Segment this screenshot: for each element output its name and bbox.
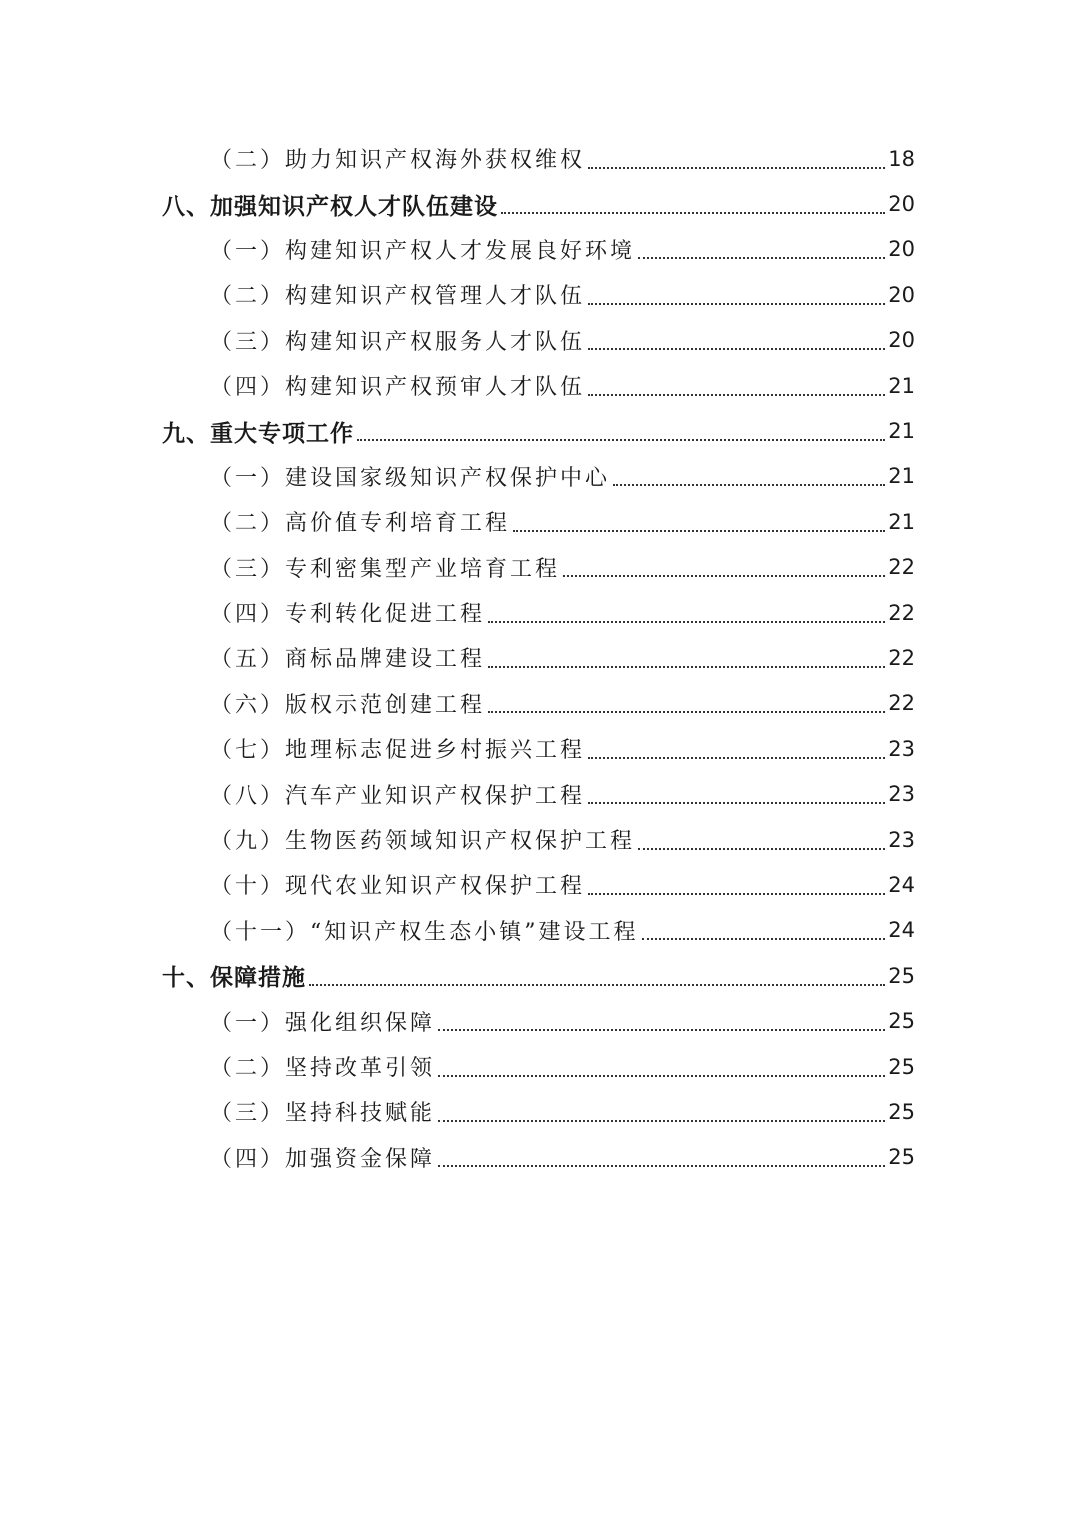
toc-entry-title: （二）构建知识产权管理人才队伍 bbox=[210, 284, 586, 310]
toc-entry-title: （二）助力知识产权海外获权维权 bbox=[210, 148, 586, 174]
toc-subsection-entry[interactable] bbox=[0, 862, 1080, 907]
toc-entry-title: （三）坚持科技赋能 bbox=[210, 1101, 436, 1127]
toc-dot-leader bbox=[588, 802, 885, 804]
toc-subsection-entry[interactable] bbox=[0, 545, 1080, 590]
toc-dot-leader bbox=[438, 1120, 885, 1122]
toc-entry-title: （四）加强资金保障 bbox=[210, 1146, 436, 1172]
toc-page-number: 18 bbox=[888, 146, 915, 171]
toc-entry-title: （四）构建知识产权预审人才队伍 bbox=[210, 375, 586, 401]
toc-entry-title: （一）建设国家级知识产权保护中心 bbox=[210, 465, 611, 491]
toc-dot-leader bbox=[488, 711, 885, 713]
toc-dot-leader bbox=[438, 1075, 885, 1077]
toc-dot-leader bbox=[438, 1029, 885, 1031]
toc-subsection-entry[interactable] bbox=[0, 998, 1080, 1043]
table-of-contents bbox=[0, 136, 1080, 1180]
toc-page-number: 21 bbox=[888, 419, 915, 444]
toc-entry-title: （一）构建知识产权人才发展良好环境 bbox=[210, 238, 636, 264]
toc-entry-title: （三）构建知识产权服务人才队伍 bbox=[210, 329, 586, 355]
toc-subsection-entry[interactable] bbox=[0, 136, 1080, 181]
toc-section-entry[interactable] bbox=[0, 181, 1080, 226]
toc-subsection-entry[interactable] bbox=[0, 726, 1080, 771]
toc-subsection-entry[interactable] bbox=[0, 1044, 1080, 1089]
toc-entry-title: （三）专利密集型产业培育工程 bbox=[210, 556, 561, 582]
toc-entry-title: 十、保障措施 bbox=[162, 965, 306, 992]
toc-dot-leader bbox=[642, 938, 886, 940]
toc-page-number: 21 bbox=[888, 509, 915, 534]
toc-dot-leader bbox=[588, 394, 885, 396]
toc-subsection-entry[interactable] bbox=[0, 908, 1080, 953]
toc-subsection-entry[interactable] bbox=[0, 454, 1080, 499]
toc-dot-leader bbox=[563, 575, 885, 577]
toc-dot-leader bbox=[309, 984, 885, 986]
toc-page-number: 22 bbox=[888, 555, 915, 580]
toc-entry-title: （七）地理标志促进乡村振兴工程 bbox=[210, 738, 586, 764]
toc-page-number: 23 bbox=[888, 827, 915, 852]
toc-subsection-entry[interactable] bbox=[0, 771, 1080, 816]
toc-dot-leader bbox=[438, 1165, 885, 1167]
toc-page-number: 24 bbox=[888, 918, 915, 943]
toc-dot-leader bbox=[638, 848, 885, 850]
toc-page-number: 23 bbox=[888, 782, 915, 807]
toc-subsection-entry[interactable] bbox=[0, 363, 1080, 408]
toc-dot-leader bbox=[513, 530, 885, 532]
toc-page-number: 22 bbox=[888, 691, 915, 716]
toc-subsection-entry[interactable] bbox=[0, 817, 1080, 862]
toc-page-number: 21 bbox=[888, 464, 915, 489]
toc-dot-leader bbox=[501, 212, 885, 214]
toc-entry-title: （一）强化组织保障 bbox=[210, 1010, 436, 1036]
toc-subsection-entry[interactable] bbox=[0, 681, 1080, 726]
toc-entry-title: （二）坚持改革引领 bbox=[210, 1056, 436, 1081]
toc-page-number: 22 bbox=[888, 645, 915, 670]
toc-dot-leader bbox=[357, 439, 885, 441]
toc-entry-title: （五）商标品牌建设工程 bbox=[210, 647, 486, 673]
toc-section-entry[interactable] bbox=[0, 408, 1080, 453]
toc-subsection-entry[interactable] bbox=[0, 499, 1080, 544]
toc-dot-leader bbox=[488, 666, 885, 668]
toc-dot-leader bbox=[588, 303, 885, 305]
toc-page-number: 20 bbox=[888, 192, 915, 217]
toc-dot-leader bbox=[588, 167, 885, 169]
toc-entry-title: （六）版权示范创建工程 bbox=[210, 692, 486, 718]
toc-dot-leader bbox=[588, 757, 885, 759]
toc-entry-title: （八）汽车产业知识产权保护工程 bbox=[210, 783, 586, 809]
toc-dot-leader bbox=[588, 348, 885, 350]
toc-page-number: 25 bbox=[888, 963, 915, 988]
toc-page-number: 25 bbox=[888, 1009, 915, 1034]
toc-subsection-entry[interactable] bbox=[0, 272, 1080, 317]
toc-entry-title: （四）专利转化促进工程 bbox=[210, 602, 486, 628]
toc-page-number: 25 bbox=[888, 1145, 915, 1170]
toc-page-number: 21 bbox=[888, 373, 915, 398]
toc-page-number: 20 bbox=[888, 237, 915, 262]
toc-subsection-entry[interactable] bbox=[0, 318, 1080, 363]
toc-subsection-entry[interactable] bbox=[0, 1089, 1080, 1134]
toc-entry-title: （二）高价值专利培育工程 bbox=[210, 511, 511, 537]
toc-page-number: 24 bbox=[888, 872, 915, 897]
toc-page-number: 20 bbox=[888, 282, 915, 307]
toc-subsection-entry[interactable] bbox=[0, 590, 1080, 635]
toc-subsection-entry[interactable] bbox=[0, 227, 1080, 272]
toc-entry-title: （十）现代农业知识产权保护工程 bbox=[210, 874, 586, 900]
toc-subsection-entry[interactable] bbox=[0, 635, 1080, 680]
toc-page-number: 25 bbox=[888, 1054, 915, 1079]
toc-dot-leader bbox=[488, 621, 885, 623]
toc-entry-title: 九、重大专项工作 bbox=[162, 420, 354, 447]
toc-page-number: 20 bbox=[888, 328, 915, 353]
toc-dot-leader bbox=[588, 893, 885, 895]
toc-page-number: 22 bbox=[888, 600, 915, 625]
toc-entry-title: （九）生物医药领域知识产权保护工程 bbox=[210, 829, 636, 855]
toc-dot-leader bbox=[613, 484, 885, 486]
toc-entry-title: 八、加强知识产权人才队伍建设 bbox=[162, 193, 498, 220]
toc-entry-title: （十一）“知识产权生态小镇”建设工程 bbox=[210, 919, 639, 945]
toc-section-entry[interactable] bbox=[0, 953, 1080, 998]
toc-dot-leader bbox=[638, 257, 885, 259]
toc-page-number: 23 bbox=[888, 736, 915, 761]
toc-page-number: 25 bbox=[888, 1099, 915, 1124]
toc-subsection-entry[interactable] bbox=[0, 1135, 1080, 1180]
